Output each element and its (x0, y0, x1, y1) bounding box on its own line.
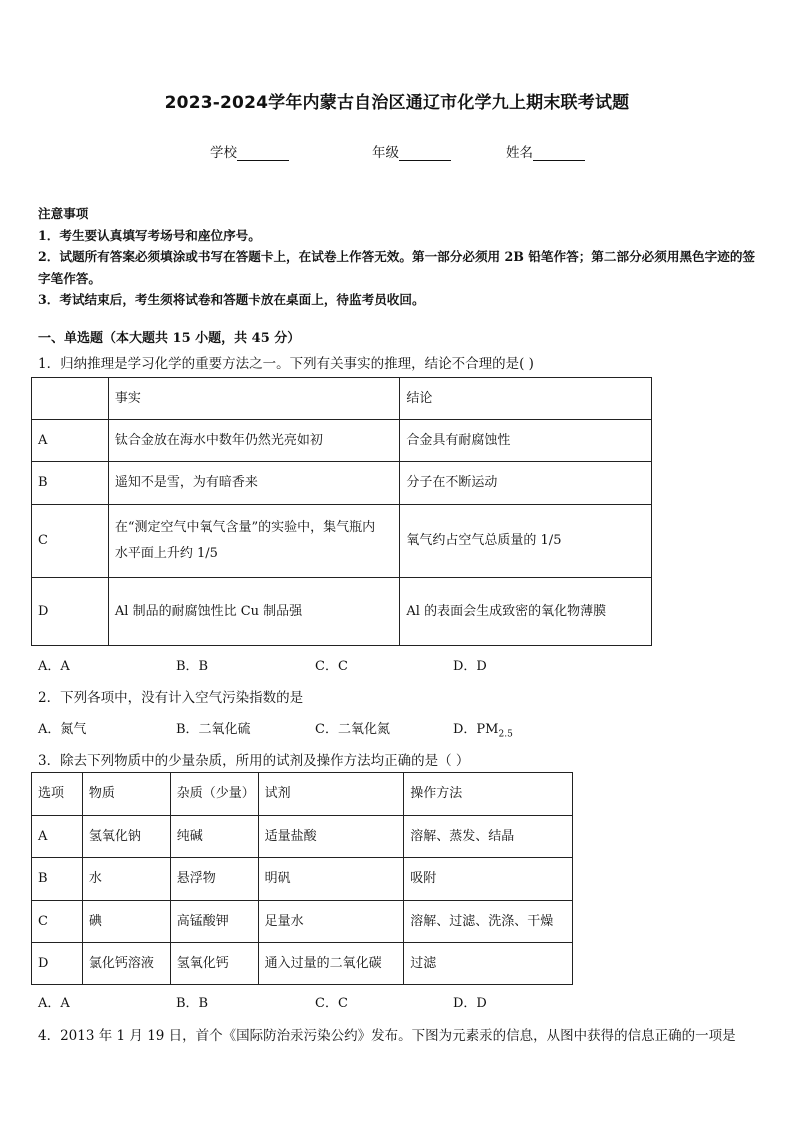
note-item: 3．考试结束后，考生须将试卷和答题卡放在桌面上，待监考员收回。 (38, 292, 425, 307)
option-a[interactable]: A．A (38, 996, 70, 1011)
table-cell: 分子在不断运动 (400, 462, 652, 505)
pm-subscript: 2.5 (498, 729, 513, 740)
table-cell: 通入过量的二氧化碳 (258, 943, 404, 985)
table-header: 试剂 (258, 773, 404, 816)
table-row (32, 816, 573, 858)
option-d-text: D．PM (453, 722, 499, 737)
table-row (32, 858, 573, 901)
school-label: 学校 (210, 145, 237, 161)
option-d[interactable]: D．D (453, 659, 487, 674)
table-cell: 吸附 (404, 858, 573, 901)
q1-table (31, 377, 652, 646)
table-row (32, 462, 652, 505)
table-header: 事实 (108, 378, 400, 420)
name-field (506, 141, 585, 161)
q3-options (38, 992, 487, 1011)
table-cell: C (32, 901, 83, 943)
table-header (32, 378, 109, 420)
table-cell: 碘 (82, 901, 170, 943)
table-cell: 氢氧化钙 (170, 943, 258, 985)
table-header: 结论 (400, 378, 652, 420)
table-cell: 足量水 (258, 901, 404, 943)
table-cell: Al 的表面会生成致密的氧化物薄膜 (400, 578, 652, 646)
name-blank[interactable] (533, 146, 585, 161)
table-header: 操作方法 (404, 773, 573, 816)
option-d[interactable]: D．D (453, 996, 487, 1011)
table-cell: 纯碱 (170, 816, 258, 858)
table-row (32, 578, 652, 646)
option-b[interactable]: B．B (176, 996, 209, 1011)
table-cell: 氢氧化钠 (82, 816, 170, 858)
table-row (32, 505, 652, 578)
option-a[interactable]: A．氮气 (38, 722, 87, 737)
table-header: 选项 (32, 773, 83, 816)
option-d[interactable] (453, 718, 513, 740)
option-b[interactable]: B．二氧化硫 (176, 722, 251, 737)
grade-label: 年级 (372, 145, 399, 161)
option-b[interactable]: B．B (176, 659, 209, 674)
table-cell: 氧气约占空气总质量的 1/5 (400, 505, 652, 578)
table-row (32, 773, 573, 816)
q2-options (38, 718, 513, 740)
table-row (32, 901, 573, 943)
table-cell: 悬浮物 (170, 858, 258, 901)
q4-stem: 4．2013 年 1 月 19 日，首个《国际防治汞污染公约》发布。下图为元素汞的信息，从图中获得的信息正确的一项是 (38, 1028, 736, 1044)
option-a[interactable]: A．A (38, 659, 70, 674)
table-cell: 水 (82, 858, 170, 901)
option-c[interactable]: C．二氧化氮 (315, 722, 390, 737)
table-row (32, 420, 652, 462)
q1-options (38, 655, 487, 674)
grade-blank[interactable] (399, 146, 451, 161)
table-header: 物质 (82, 773, 170, 816)
table-cell: B (32, 858, 83, 901)
note-item: 1．考生要认真填写考场号和座位序号。 (38, 227, 261, 243)
table-cell: 溶解、过滤、洗涤、干燥 (404, 901, 573, 943)
note-item: 2．试题所有答案必须填涂或书写在答题卡上，在试卷上作答无效。第一部分必须用 2B 铅笔作答；第二部分必须用黑色字迹的签字笔作答。 (38, 249, 756, 286)
table-cell: 溶解、蒸发、结晶 (404, 816, 573, 858)
table-cell (108, 505, 400, 578)
page-title: 2023-2024学年内蒙古自治区通辽市化学九上期末联考试题 (164, 93, 630, 113)
table-row (32, 378, 652, 420)
q3-table (31, 772, 573, 985)
table-cell: 适量盐酸 (258, 816, 404, 858)
table-cell: Al 制品的耐腐蚀性比 Cu 制品强 (108, 578, 400, 646)
option-c[interactable]: C．C (315, 996, 348, 1011)
table-cell: C (32, 505, 109, 578)
q2-stem: 2．下列各项中，没有计入空气污染指数的是 (38, 690, 304, 706)
table-cell: 合金具有耐腐蚀性 (400, 420, 652, 462)
grade-field (372, 141, 451, 161)
school-blank[interactable] (237, 146, 289, 161)
table-cell: D (32, 943, 83, 985)
notes-block (38, 203, 763, 311)
cell-line: 水平面上升约 1/5 (114, 546, 218, 561)
table-cell: 高锰酸钾 (170, 901, 258, 943)
q3-stem: 3．除去下列物质中的少量杂质，所用的试剂及操作方法均正确的是（ ） (38, 753, 470, 769)
table-cell: D (32, 578, 109, 646)
table-cell: B (32, 462, 109, 505)
table-cell: 氯化钙溶液 (82, 943, 170, 985)
table-cell: A (32, 816, 83, 858)
table-header: 杂质（少量） (170, 773, 258, 816)
table-cell: 过滤 (404, 943, 573, 985)
name-label: 姓名 (506, 145, 533, 161)
cell-line: 在“测定空气中氧气含量”的实验中，集气瓶内 (114, 520, 376, 535)
table-cell: 明矾 (258, 858, 404, 901)
option-c[interactable]: C．C (315, 659, 348, 674)
notes-heading: 注意事项 (38, 206, 89, 221)
table-cell: 钛合金放在海水中数年仍然光亮如初 (108, 420, 400, 462)
q1-stem: 1．归纳推理是学习化学的重要方法之一。下列有关事实的推理，结论不合理的是( ) (38, 356, 534, 372)
table-cell: A (32, 420, 109, 462)
table-row (32, 943, 573, 985)
section-heading: 一、单选题（本大题共 15 小题，共 45 分） (38, 331, 301, 346)
school-field (210, 141, 289, 161)
table-cell: 遥知不是雪，为有暗香来 (108, 462, 400, 505)
